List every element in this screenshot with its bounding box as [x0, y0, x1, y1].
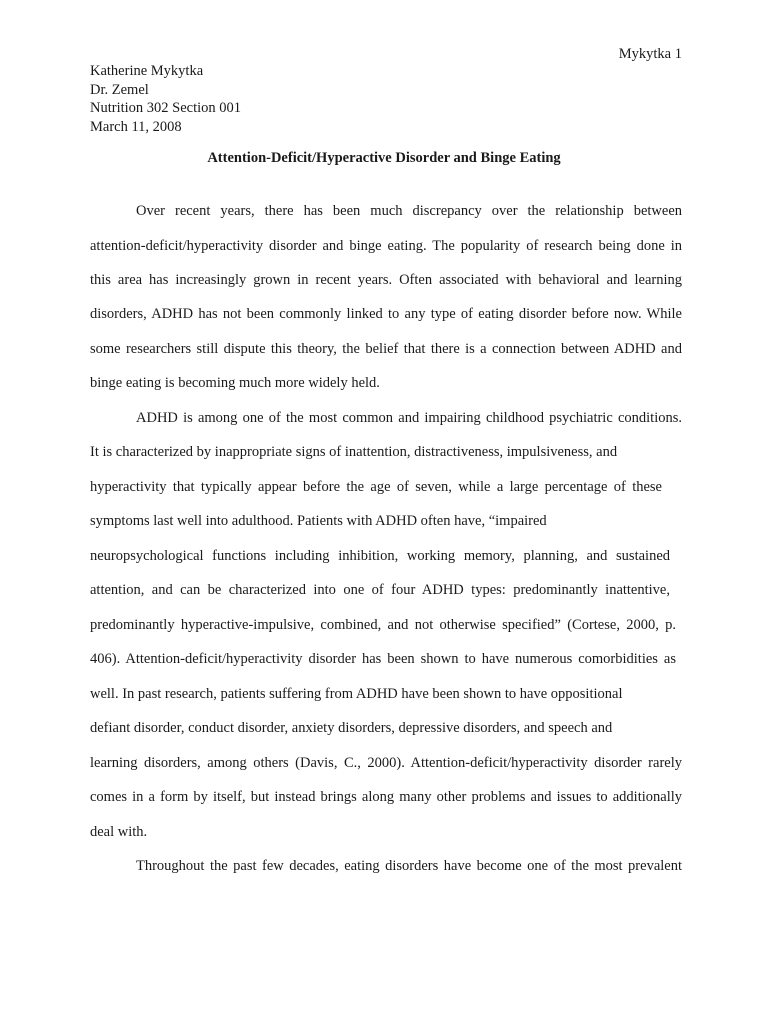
- body-line: this area has increasingly grown in recent years. Often associated with behavioral and learning: [90, 272, 682, 288]
- body-line: defiant disorder, conduct disorder, anxiety disorders, depressive disorders, and speech and: [90, 720, 613, 736]
- body-line: binge eating is becoming much more widely held.: [90, 375, 380, 391]
- body-line: some researchers still dispute this theory, the belief that there is a connection between ADHD and: [90, 341, 682, 357]
- body-line: learning disorders, among others (Davis, C., 2000). Attention-deficit/hyperactivity disorder rarely: [90, 755, 682, 771]
- body-line: disorders, ADHD has not been commonly linked to any type of eating disorder before now. While: [90, 306, 682, 322]
- body-line: hyperactivity that typically appear before the age of seven, while a large percentage of these: [90, 479, 662, 495]
- body-line: well. In past research, patients suffering from ADHD have been shown to have oppositional: [90, 686, 623, 702]
- paper-title: Attention-Deficit/Hyperactive Disorder and Binge Eating: [207, 150, 561, 166]
- body-line: Throughout the past few decades, eating disorders have become one of the most prevalent: [136, 858, 682, 874]
- heading-block: [90, 62, 241, 136]
- author-name: Katherine Mykytka: [90, 63, 204, 79]
- body-line: attention-deficit/hyperactivity disorder and binge eating. The popularity of research being done in: [90, 238, 682, 254]
- instructor-name: Dr. Zemel: [90, 81, 149, 98]
- body-line: attention, and can be characterized into one of four ADHD types: predominantly inattentive,: [90, 582, 670, 598]
- body-line: neuropsychological functions including inhibition, working memory, planning, and sustained: [90, 548, 670, 564]
- body-line: 406). Attention-deficit/hyperactivity disorder has been shown to have numerous comorbidities as: [90, 651, 676, 667]
- body-line: It is characterized by inappropriate signs of inattention, distractiveness, impulsiveness, and: [90, 444, 618, 460]
- body-line: comes in a form by itself, but instead brings along many other problems and issues to additionally: [90, 789, 682, 805]
- body-line: ADHD is among one of the most common and impairing childhood psychiatric conditions.: [136, 410, 682, 426]
- body-line: symptoms last well into adulthood. Patients with ADHD often have, “impaired: [90, 513, 547, 529]
- running-header: Mykytka 1: [618, 46, 682, 62]
- course-name: Nutrition 302 Section 001: [90, 100, 242, 116]
- body-line: deal with.: [90, 824, 148, 840]
- paper-date: March 11, 2008: [90, 118, 182, 135]
- body-line: Over recent years, there has been much discrepancy over the relationship between: [136, 203, 682, 219]
- body-line: predominantly hyperactive-impulsive, combined, and not otherwise specified” (Cortese, 2000, p.: [90, 617, 676, 633]
